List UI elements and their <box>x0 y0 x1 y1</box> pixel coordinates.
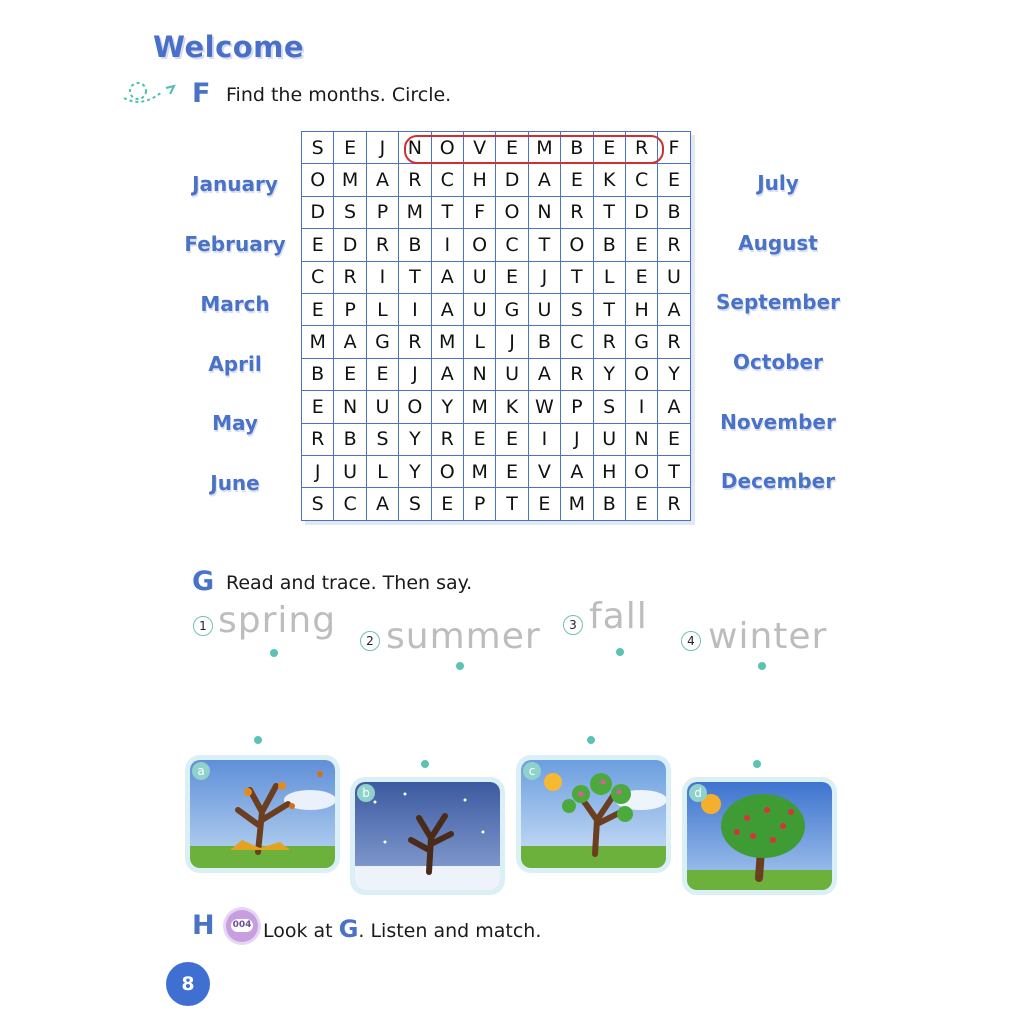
grid-cell[interactable]: A <box>431 293 463 325</box>
grid-cell[interactable]: I <box>399 293 431 325</box>
grid-cell[interactable]: L <box>463 326 495 358</box>
grid-cell[interactable]: C <box>625 164 657 196</box>
grid-cell[interactable]: R <box>399 326 431 358</box>
pair-work-icon <box>122 78 182 108</box>
grid-cell[interactable]: B <box>302 358 334 390</box>
month-label: April <box>208 352 262 376</box>
grid-cell[interactable]: D <box>625 196 657 228</box>
grid-cell[interactable]: O <box>302 164 334 196</box>
grid-cell[interactable]: T <box>496 488 528 520</box>
grid-cell[interactable]: C <box>496 229 528 261</box>
grid-cell[interactable]: A <box>658 391 690 423</box>
grid-cell[interactable]: G <box>625 326 657 358</box>
grid-cell[interactable]: O <box>625 358 657 390</box>
picture-label: c <box>523 762 541 780</box>
summer-tree-icon <box>687 782 832 890</box>
grid-cell[interactable]: J <box>561 423 593 455</box>
grid-cell[interactable]: E <box>334 358 366 390</box>
grid-cell[interactable]: B <box>593 488 625 520</box>
section-g-instruction: Read and trace. Then say. <box>226 572 473 594</box>
grid-cell[interactable]: V <box>463 132 495 164</box>
grid-cell[interactable]: E <box>496 261 528 293</box>
grid-cell[interactable]: A <box>366 488 398 520</box>
grid-cell[interactable]: F <box>463 196 495 228</box>
trace-word[interactable]: summer <box>386 616 541 657</box>
picture-card-winter[interactable] <box>355 782 500 890</box>
grid-cell[interactable]: A <box>658 293 690 325</box>
grid-cell[interactable]: O <box>431 455 463 487</box>
grid-cell[interactable]: T <box>593 293 625 325</box>
grid-cell[interactable]: E <box>496 423 528 455</box>
instruction-text: . Listen and match. <box>358 920 542 942</box>
grid-cell[interactable]: J <box>528 261 560 293</box>
grid-cell[interactable]: U <box>463 293 495 325</box>
section-g-letter: G <box>192 566 215 597</box>
grid-cell[interactable]: N <box>463 358 495 390</box>
grid-cell[interactable]: U <box>496 358 528 390</box>
grid-cell[interactable]: C <box>561 326 593 358</box>
section-h-letter: H <box>192 910 215 941</box>
picture-card-summer[interactable] <box>687 782 832 890</box>
grid-cell[interactable]: L <box>366 455 398 487</box>
grid-row <box>302 196 691 228</box>
grid-cell[interactable]: P <box>334 293 366 325</box>
match-dot[interactable] <box>254 736 262 744</box>
match-dot[interactable] <box>758 662 766 670</box>
month-label: January <box>192 172 278 196</box>
grid-cell[interactable]: O <box>431 132 463 164</box>
grid-cell[interactable]: S <box>302 132 334 164</box>
grid-cell[interactable]: A <box>528 358 560 390</box>
match-dot[interactable] <box>587 736 595 744</box>
grid-cell[interactable]: B <box>334 423 366 455</box>
grid-cell[interactable]: A <box>431 358 463 390</box>
instruction-text: Look at <box>263 920 339 942</box>
grid-row <box>302 488 691 520</box>
grid-cell[interactable]: I <box>528 423 560 455</box>
grid-cell[interactable]: E <box>302 229 334 261</box>
grid-cell[interactable]: M <box>528 132 560 164</box>
grid-cell[interactable]: Y <box>431 391 463 423</box>
grid-cell[interactable]: H <box>593 455 625 487</box>
page-title: Welcome <box>153 30 305 64</box>
grid-cell[interactable]: R <box>561 358 593 390</box>
month-label: March <box>200 292 270 316</box>
grid-cell[interactable]: N <box>528 196 560 228</box>
grid-cell[interactable]: U <box>658 261 690 293</box>
grid-cell[interactable]: J <box>366 132 398 164</box>
grid-cell[interactable]: U <box>463 261 495 293</box>
grid-cell[interactable]: R <box>593 326 625 358</box>
grid-row <box>302 455 691 487</box>
grid-cell[interactable]: B <box>561 132 593 164</box>
grid-cell[interactable]: Y <box>658 358 690 390</box>
grid-cell[interactable]: E <box>625 261 657 293</box>
grid-cell[interactable]: K <box>496 391 528 423</box>
grid-row <box>302 391 691 423</box>
section-f-instruction: Find the months. Circle. <box>226 84 452 106</box>
grid-cell[interactable]: E <box>302 293 334 325</box>
grid-cell[interactable]: P <box>366 196 398 228</box>
grid-cell[interactable]: R <box>658 488 690 520</box>
grid-cell[interactable]: A <box>561 455 593 487</box>
grid-cell[interactable]: E <box>366 358 398 390</box>
number-badge: 3 <box>563 615 583 635</box>
grid-cell[interactable]: M <box>561 488 593 520</box>
spring-tree-icon <box>521 760 666 868</box>
grid-cell[interactable]: E <box>496 455 528 487</box>
grid-cell[interactable]: C <box>334 488 366 520</box>
grid-cell[interactable]: E <box>625 229 657 261</box>
month-label: February <box>184 232 286 256</box>
picture-label: b <box>357 784 375 802</box>
audio-track-button[interactable] <box>226 910 258 942</box>
grid-cell[interactable]: S <box>399 488 431 520</box>
grid-cell[interactable]: B <box>593 229 625 261</box>
grid-row <box>302 164 691 196</box>
grid-cell[interactable]: E <box>658 164 690 196</box>
grid-cell[interactable]: A <box>528 164 560 196</box>
grid-cell[interactable]: J <box>496 326 528 358</box>
grid-cell[interactable]: V <box>528 455 560 487</box>
grid-cell[interactable]: M <box>302 326 334 358</box>
grid-cell[interactable]: I <box>366 261 398 293</box>
grid-cell[interactable]: D <box>334 229 366 261</box>
grid-cell[interactable]: E <box>528 488 560 520</box>
grid-cell[interactable]: R <box>431 423 463 455</box>
match-dot[interactable] <box>456 662 464 670</box>
grid-cell[interactable]: U <box>366 391 398 423</box>
grid-cell[interactable]: T <box>561 261 593 293</box>
circled-word-november <box>404 135 664 164</box>
grid-cell[interactable]: E <box>561 164 593 196</box>
grid-cell[interactable]: R <box>302 423 334 455</box>
grid-cell[interactable]: D <box>496 164 528 196</box>
autumn-tree-icon <box>190 760 335 868</box>
match-dot[interactable] <box>270 649 278 657</box>
trace-word[interactable]: spring <box>218 600 337 641</box>
month-label: November <box>720 410 836 434</box>
match-dot[interactable] <box>421 760 429 768</box>
grid-cell[interactable]: S <box>561 293 593 325</box>
grid-cell[interactable]: S <box>593 391 625 423</box>
grid-cell[interactable]: H <box>625 293 657 325</box>
page-number: 8 <box>166 962 210 1006</box>
grid-cell[interactable]: R <box>561 196 593 228</box>
match-dot[interactable] <box>753 760 761 768</box>
grid-cell[interactable]: H <box>463 164 495 196</box>
grid-cell[interactable]: W <box>528 391 560 423</box>
grid-row <box>302 261 691 293</box>
grid-row <box>302 293 691 325</box>
grid-cell[interactable]: E <box>302 391 334 423</box>
grid-cell[interactable]: E <box>496 132 528 164</box>
grid-cell[interactable]: T <box>528 229 560 261</box>
grid-cell[interactable]: I <box>625 391 657 423</box>
match-dot[interactable] <box>616 648 624 656</box>
grid-cell[interactable]: Y <box>399 423 431 455</box>
section-ref: G <box>338 915 359 943</box>
grid-cell[interactable]: M <box>399 196 431 228</box>
grid-cell[interactable]: G <box>366 326 398 358</box>
grid-cell[interactable]: E <box>658 423 690 455</box>
word-search-grid[interactable] <box>301 131 691 521</box>
grid-cell[interactable]: Y <box>593 358 625 390</box>
grid-cell[interactable]: E <box>334 132 366 164</box>
grid-cell[interactable]: E <box>593 132 625 164</box>
month-label: September <box>716 290 840 314</box>
grid-cell[interactable]: T <box>658 455 690 487</box>
grid-cell[interactable]: K <box>593 164 625 196</box>
picture-label: a <box>192 762 210 780</box>
number-badge: 2 <box>360 631 380 651</box>
grid-cell[interactable]: A <box>334 326 366 358</box>
picture-label: d <box>689 784 707 802</box>
grid-cell[interactable]: U <box>593 423 625 455</box>
grid-cell[interactable]: R <box>625 132 657 164</box>
grid-cell[interactable]: B <box>399 229 431 261</box>
grid-cell[interactable]: T <box>399 261 431 293</box>
picture-card-autumn[interactable] <box>190 760 335 868</box>
month-label: October <box>733 350 823 374</box>
number-badge: 4 <box>681 631 701 651</box>
grid-cell[interactable]: J <box>302 455 334 487</box>
grid-cell[interactable]: O <box>625 455 657 487</box>
grid-cell[interactable]: O <box>561 229 593 261</box>
grid-cell[interactable]: P <box>561 391 593 423</box>
grid-cell[interactable]: U <box>334 455 366 487</box>
grid-cell[interactable]: O <box>496 196 528 228</box>
grid-cell[interactable]: G <box>496 293 528 325</box>
grid-cell[interactable]: M <box>431 326 463 358</box>
grid-cell[interactable]: M <box>463 455 495 487</box>
audio-track-number: 004 <box>232 920 252 930</box>
month-label: June <box>210 471 260 495</box>
month-label: December <box>720 469 836 493</box>
grid-cell[interactable]: A <box>431 261 463 293</box>
grid-cell[interactable]: T <box>593 196 625 228</box>
grid-cell[interactable]: B <box>528 326 560 358</box>
grid-cell[interactable]: L <box>593 261 625 293</box>
number-badge: 1 <box>193 616 213 636</box>
grid-cell[interactable]: A <box>366 164 398 196</box>
grid-cell[interactable]: T <box>431 196 463 228</box>
grid-cell[interactable]: R <box>366 229 398 261</box>
grid-cell[interactable]: I <box>431 229 463 261</box>
month-label: August <box>738 231 818 255</box>
grid-cell[interactable]: N <box>334 391 366 423</box>
grid-cell[interactable]: S <box>334 196 366 228</box>
trace-word[interactable]: winter <box>708 616 828 657</box>
grid-cell[interactable]: R <box>399 164 431 196</box>
section-f-letter: F <box>192 78 211 109</box>
month-label: July <box>757 171 799 195</box>
grid-cell[interactable]: J <box>399 358 431 390</box>
grid-cell[interactable]: S <box>366 423 398 455</box>
grid-cell[interactable]: B <box>658 196 690 228</box>
grid-cell[interactable]: F <box>658 132 690 164</box>
grid-cell[interactable]: L <box>366 293 398 325</box>
grid-cell[interactable]: C <box>431 164 463 196</box>
grid-cell[interactable]: R <box>658 326 690 358</box>
grid-cell[interactable]: S <box>302 488 334 520</box>
grid-cell[interactable]: R <box>658 229 690 261</box>
picture-card-spring[interactable] <box>521 760 666 868</box>
grid-row <box>302 229 691 261</box>
winter-tree-icon <box>355 782 500 890</box>
grid-row <box>302 423 691 455</box>
grid-row <box>302 358 691 390</box>
grid-cell[interactable]: M <box>334 164 366 196</box>
grid-cell[interactable]: N <box>625 423 657 455</box>
grid-cell[interactable]: O <box>463 229 495 261</box>
grid-cell[interactable]: M <box>463 391 495 423</box>
grid-cell[interactable]: D <box>302 196 334 228</box>
grid-cell[interactable]: Y <box>399 455 431 487</box>
grid-cell[interactable]: E <box>431 488 463 520</box>
grid-cell[interactable]: E <box>463 423 495 455</box>
section-h-instruction <box>263 915 541 943</box>
grid-cell[interactable]: C <box>302 261 334 293</box>
grid-cell[interactable]: P <box>463 488 495 520</box>
grid-row <box>302 326 691 358</box>
trace-word[interactable]: fall <box>589 596 648 637</box>
grid-cell[interactable]: E <box>625 488 657 520</box>
grid-cell[interactable]: R <box>334 261 366 293</box>
grid-cell[interactable]: N <box>399 132 431 164</box>
month-label: May <box>212 411 258 435</box>
grid-cell[interactable]: U <box>528 293 560 325</box>
grid-cell[interactable]: O <box>399 391 431 423</box>
